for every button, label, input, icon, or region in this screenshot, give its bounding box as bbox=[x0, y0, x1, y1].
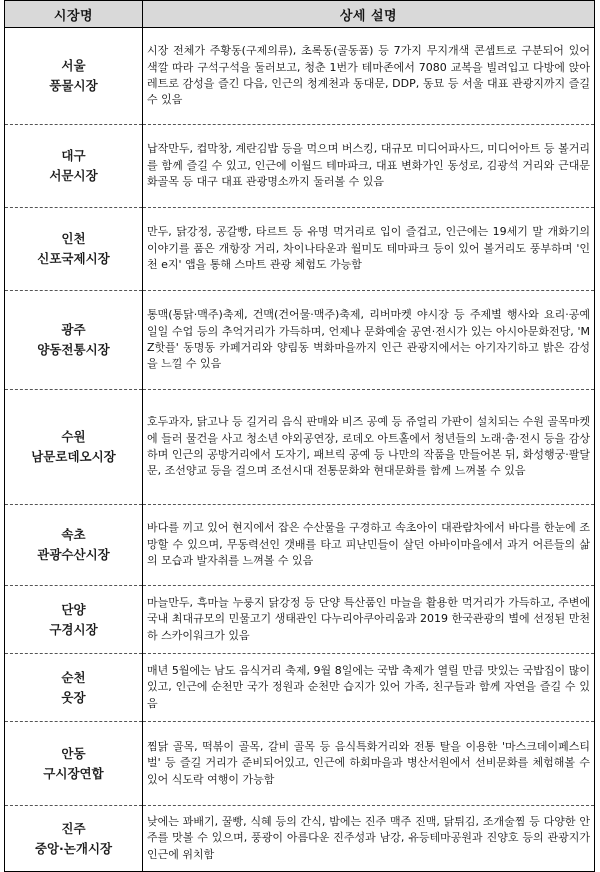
table-header-row bbox=[5, 1, 595, 28]
market-table-container bbox=[4, 0, 594, 872]
market-city: 광주 bbox=[61, 322, 86, 337]
market-description: 매년 5월에는 남도 음식거리 축제, 9월 8일에는 국밥 축제가 열릴 만큼 맛있는 국밥집이 많이 있고, 인근에 순천만 국가 정원과 순천만 습지가 있어 가족, 친구들과 함께 자연을 즐길 수 있음 bbox=[143, 654, 595, 722]
market-description: 납작만두, 컵막창, 계란김밥 등을 먹으며 버스킹, 대규모 미디어파사드, 미디어아트 등 볼거리를 함께 즐길 수 있고, 인근에 이월드 테마파크, 대표 변화가인 동성로, 김광석 거리와 근대문화골목 등 대구 대표 관광명소까지 둘러볼 수 있음 bbox=[143, 125, 595, 208]
market-name-cell bbox=[5, 291, 143, 390]
market-name-cell bbox=[5, 208, 143, 291]
market-city: 인천 bbox=[61, 231, 86, 246]
market-description: 마늘만두, 흑마늘 누룽지 닭강정 등 단양 특산품인 마늘을 활용한 먹거리가 가득하고, 주변에 국내 최대규모의 민물고기 생태관인 다누리아쿠아리움과 2019 한국관광의 별에 선정된 만천하 스카이워크가 있음 bbox=[143, 586, 595, 654]
market-name: 구시장연합 bbox=[43, 765, 104, 781]
market-name: 중앙·논개시장 bbox=[34, 840, 113, 856]
header-detail: 상세 설명 bbox=[143, 1, 595, 28]
market-description: 만두, 닭강정, 공갈빵, 타르트 등 유명 먹거리로 입이 즐겁고, 인근에는 19세기 말 개화기의 이야기를 품은 개항장 거리, 차이나타운과 월미도 테마파크 등이 있어 볼거리도 풍부하며 '인천 e지' 앱을 통해 스마트 관광 체험도 가능함 bbox=[143, 208, 595, 291]
market-description: 호두과자, 닭고나 등 길거리 음식 판매와 비즈 공예 등 쥬얼리 가판이 설치되는 수원 골목마켓에 들러 물건을 사고 청소년 야외공연장, 로데오 아트홀에서 청년들의 노래·춤·전시 등을 감상하며 인근의 공방거리에서 도자기, 패브릭 공예 등 나만의 작품을 만들어본 뒤, 화성행궁·팔달문, 조선양교 등을 걸으며 조선시대 전통문화와 현대문화를 함께 느껴볼 수 있음 bbox=[143, 390, 595, 505]
market-city: 대구 bbox=[61, 148, 86, 163]
market-city: 속초 bbox=[61, 527, 86, 542]
market-table bbox=[4, 0, 595, 872]
table-row bbox=[5, 208, 595, 291]
market-description: 바다를 끼고 있어 현지에서 잡은 수산물을 구경하고 속초아이 대관람차에서 바다를 한눈에 조망할 수 있으며, 무동력선인 갯배를 타고 피난민들이 살던 아바이마을에서 과거 어른들의 삶의 모습과 발자취를 느껴볼 수 있음 bbox=[143, 505, 595, 586]
market-city: 서울 bbox=[61, 58, 86, 73]
market-name: 구경시장 bbox=[49, 621, 98, 637]
market-name: 신포국제시장 bbox=[37, 251, 110, 266]
market-city: 단양 bbox=[61, 601, 86, 617]
market-name: 서문시장 bbox=[49, 168, 98, 183]
market-name-cell bbox=[5, 28, 143, 125]
table-row bbox=[5, 390, 595, 505]
market-name-cell bbox=[5, 654, 143, 722]
market-description: 낮에는 꽈배기, 꿀빵, 식혜 등의 간식, 밤에는 진주 맥주 진맥, 닭튀김, 조개술찜 등 다양한 안주를 맛볼 수 있으며, 풍광이 아름다운 진주성과 남강, 유등테마공원과 진양호 등의 관광지가 인근에 위치함 bbox=[143, 806, 595, 872]
market-description: 시장 전체가 주황동(구제의류), 초록동(골동품) 등 7가지 무지개색 콘셉트로 구분되어 있어 색깔 따라 구석구석을 둘러보고, 청춘 1번가 테마존에서 7080 교복을 빌려입고 다방에 앉아 레트로 감성을 즐긴 다음, 인근의 청계천과 동대문, DDP, 동묘 등 서울 대표 관광지까지 즐길 수 있음 bbox=[143, 28, 595, 125]
market-name: 남문로데오시장 bbox=[31, 449, 116, 464]
market-name: 양동전통시장 bbox=[37, 342, 110, 357]
market-name-cell bbox=[5, 806, 143, 872]
table-row bbox=[5, 291, 595, 390]
table-row bbox=[5, 28, 595, 125]
market-description: 찜닭 골목, 떡볶이 골목, 갈비 골목 등 음식특화거리와 전통 탈을 이용한 '마스크데이페스티벌' 등 즐길 거리가 준비되어있고, 인근에 하회마을과 병산서원에서 선비문화를 체험해볼 수 있어 식도락 여행이 가능함 bbox=[143, 722, 595, 806]
market-name-cell bbox=[5, 505, 143, 586]
market-name: 풍물시장 bbox=[49, 78, 98, 93]
table-row bbox=[5, 654, 595, 722]
market-name: 웃장 bbox=[61, 689, 86, 705]
table-row bbox=[5, 806, 595, 872]
market-city: 안동 bbox=[61, 745, 86, 761]
market-description: 통맥(통닭·맥주)축제, 건맥(건어물·맥주)축제, 리버마켓 야시장 등 주제별 행사와 요리·공예 일일 수업 등의 추억거리가 가득하며, 언제나 문화예술 공연·전시가 있는 아시아문화전당, 'MZ핫플' 동명동 카페거리와 양림동 벽화마을까지 인근 관광지에서는 아기자기하고 밝은 감성을 느낄 수 있음 bbox=[143, 291, 595, 390]
market-city: 순천 bbox=[61, 669, 86, 685]
header-market-name: 시장명 bbox=[5, 1, 143, 28]
table-row bbox=[5, 722, 595, 806]
market-city: 수원 bbox=[61, 429, 86, 444]
table-row bbox=[5, 125, 595, 208]
table-row bbox=[5, 586, 595, 654]
market-name-cell bbox=[5, 125, 143, 208]
market-name-cell bbox=[5, 390, 143, 505]
market-name: 관광수산시장 bbox=[37, 547, 110, 562]
table-row bbox=[5, 505, 595, 586]
market-name-cell bbox=[5, 586, 143, 654]
market-name-cell bbox=[5, 722, 143, 806]
market-city: 진주 bbox=[61, 820, 86, 836]
